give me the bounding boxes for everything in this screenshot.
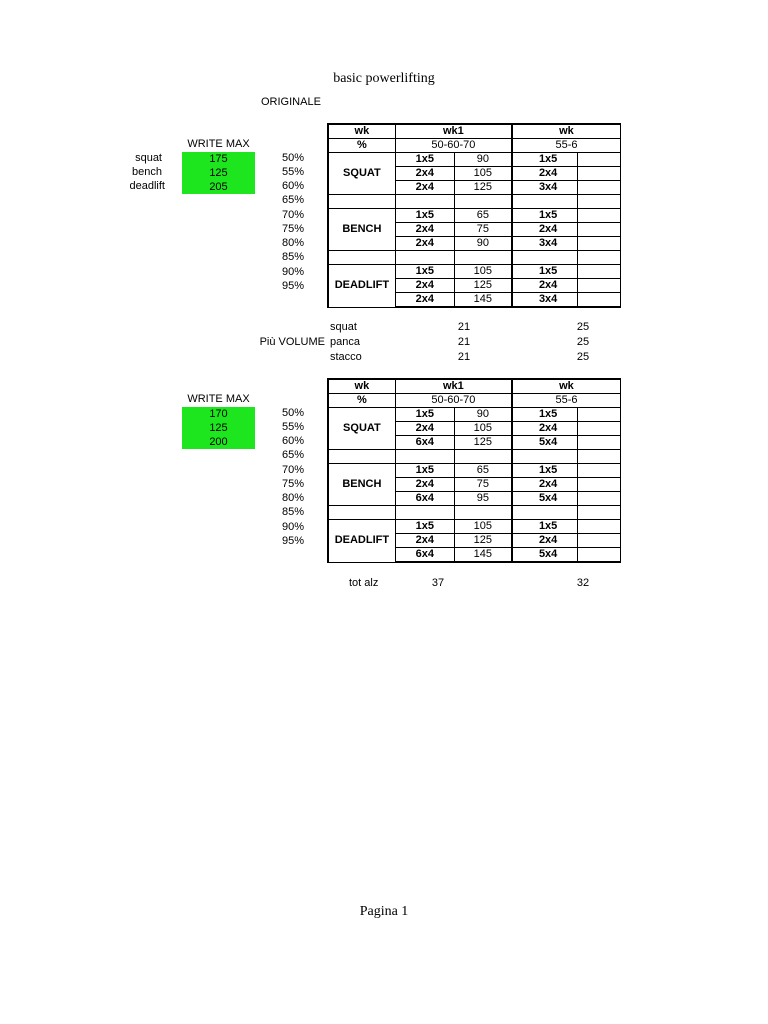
block-name-bench: BENCH: [328, 464, 395, 506]
lift-name-squat: squat: [135, 152, 162, 164]
sets-cell: 1x5: [395, 209, 454, 223]
header-wk: wk: [328, 379, 395, 394]
page-footer: Pagina 1: [359, 904, 409, 919]
header-wk1: wk1: [395, 379, 512, 394]
wk1-percent-range: 50-60-70: [395, 139, 512, 153]
weight-cell: 90: [454, 153, 512, 167]
percentage-label: 55%: [282, 421, 305, 433]
sets-cell: 2x4: [395, 279, 454, 293]
total-lifts-wk1: 37: [431, 577, 445, 589]
weight-cell: 65: [454, 464, 512, 478]
sets-cell: 1x5: [512, 520, 578, 534]
percentage-label: 55%: [282, 166, 305, 178]
weight-cell: 125: [454, 181, 512, 195]
weight-cell: 90: [454, 237, 512, 251]
document-title: basic powerlifting: [333, 71, 435, 86]
weight-cell: 145: [454, 293, 512, 308]
weight-cell: 75: [454, 478, 512, 492]
weight-cell: 65: [454, 209, 512, 223]
sets-cell: 1x5: [395, 520, 454, 534]
weight-cell: 75: [454, 223, 512, 237]
block-name-squat: SQUAT: [328, 153, 395, 195]
percentage-label: 80%: [282, 492, 305, 504]
program-table-1: [327, 123, 621, 308]
volume-label: Più VOLUME: [259, 336, 325, 348]
sets-cell: 5x4: [512, 548, 578, 563]
percentage-label: 60%: [282, 435, 305, 447]
sets-cell: 1x5: [512, 153, 578, 167]
weight-cell: 125: [454, 436, 512, 450]
sets-cell: 2x4: [512, 167, 578, 181]
max-input-bench[interactable]: 125: [182, 421, 255, 435]
sets-cell: 2x4: [395, 478, 454, 492]
sets-cell: 1x5: [512, 464, 578, 478]
sets-cell: 2x4: [395, 167, 454, 181]
volume-value: 21: [457, 351, 471, 363]
volume-value: 25: [576, 321, 590, 333]
percentage-label: 80%: [282, 237, 305, 249]
max-input-deadlift[interactable]: 205: [182, 180, 255, 194]
sets-cell: 1x5: [395, 265, 454, 279]
percentage-label: 85%: [282, 251, 305, 263]
volume-name-stacco: stacco: [330, 351, 362, 363]
sets-cell: 3x4: [512, 293, 578, 308]
sets-cell: 6x4: [395, 492, 454, 506]
sets-cell: 2x4: [512, 223, 578, 237]
sets-cell: 2x4: [512, 534, 578, 548]
percentage-label: 50%: [282, 152, 305, 164]
sets-cell: 1x5: [512, 408, 578, 422]
sets-cell: 5x4: [512, 436, 578, 450]
sets-cell: 2x4: [395, 181, 454, 195]
percentage-label: 90%: [282, 266, 305, 278]
weight-cell: 90: [454, 408, 512, 422]
sets-cell: 2x4: [512, 422, 578, 436]
write-max-label: WRITE MAX: [187, 138, 250, 150]
sets-cell: 6x4: [395, 436, 454, 450]
block-name-bench: BENCH: [328, 209, 395, 251]
header-percent: %: [328, 394, 395, 408]
volume-name-panca: panca: [330, 336, 360, 348]
weight-cell: 95: [454, 492, 512, 506]
weight-cell: 125: [454, 534, 512, 548]
percentage-label: 75%: [282, 223, 305, 235]
total-lifts-label: tot alz: [349, 577, 379, 589]
weight-cell: 105: [454, 265, 512, 279]
max-input-bench[interactable]: 125: [182, 166, 255, 180]
volume-name-squat: squat: [330, 321, 357, 333]
percentage-label: 75%: [282, 478, 305, 490]
weight-cell: 105: [454, 520, 512, 534]
header-wk: wk: [328, 124, 395, 139]
sets-cell: 1x5: [395, 153, 454, 167]
weight-cell: 145: [454, 548, 512, 563]
percentage-label: 65%: [282, 449, 305, 461]
volume-value: 25: [576, 336, 590, 348]
wk2-percent-range: 55-6: [512, 139, 621, 153]
lift-name-deadlift: deadlift: [129, 180, 165, 192]
sets-cell: 5x4: [512, 492, 578, 506]
sets-cell: 2x4: [395, 223, 454, 237]
volume-value: 21: [457, 336, 471, 348]
percentage-label: 50%: [282, 407, 305, 419]
sets-cell: 1x5: [512, 265, 578, 279]
block-name-deadlift: DEADLIFT: [328, 265, 395, 308]
max-input-deadlift[interactable]: 200: [182, 435, 255, 449]
header-percent: %: [328, 139, 395, 153]
sets-cell: 2x4: [395, 422, 454, 436]
percentage-label: 70%: [282, 464, 305, 476]
sets-cell: 1x5: [395, 408, 454, 422]
percentage-label: 90%: [282, 521, 305, 533]
sets-cell: 3x4: [512, 181, 578, 195]
sets-cell: 1x5: [395, 464, 454, 478]
max-input-squat[interactable]: 175: [182, 152, 255, 166]
weight-cell: 105: [454, 167, 512, 181]
wk2-percent-range: 55-6: [512, 394, 621, 408]
sets-cell: 2x4: [512, 279, 578, 293]
sets-cell: 1x5: [512, 209, 578, 223]
sets-cell: 2x4: [395, 534, 454, 548]
header-wk2: wk: [512, 124, 621, 139]
sets-cell: 2x4: [395, 293, 454, 308]
total-lifts-wk2: 32: [576, 577, 590, 589]
program-table-2: [327, 378, 621, 563]
header-wk1: wk1: [395, 124, 512, 139]
header-wk2: wk: [512, 379, 621, 394]
weight-cell: 105: [454, 422, 512, 436]
sets-cell: 3x4: [512, 237, 578, 251]
percentage-label: 85%: [282, 506, 305, 518]
wk1-percent-range: 50-60-70: [395, 394, 512, 408]
percentage-label: 60%: [282, 180, 305, 192]
volume-value: 21: [457, 321, 471, 333]
percentage-label: 95%: [282, 280, 305, 292]
lift-name-bench: bench: [132, 166, 162, 178]
max-input-squat[interactable]: 170: [182, 407, 255, 421]
sets-cell: 2x4: [512, 478, 578, 492]
write-max-label: WRITE MAX: [187, 393, 250, 405]
block-name-deadlift: DEADLIFT: [328, 520, 395, 563]
block-name-squat: SQUAT: [328, 408, 395, 450]
volume-value: 25: [576, 351, 590, 363]
sets-cell: 2x4: [395, 237, 454, 251]
subtitle-originale: ORIGINALE: [261, 96, 321, 108]
percentage-label: 70%: [282, 209, 305, 221]
percentage-label: 95%: [282, 535, 305, 547]
percentage-label: 65%: [282, 194, 305, 206]
sets-cell: 6x4: [395, 548, 454, 563]
weight-cell: 125: [454, 279, 512, 293]
